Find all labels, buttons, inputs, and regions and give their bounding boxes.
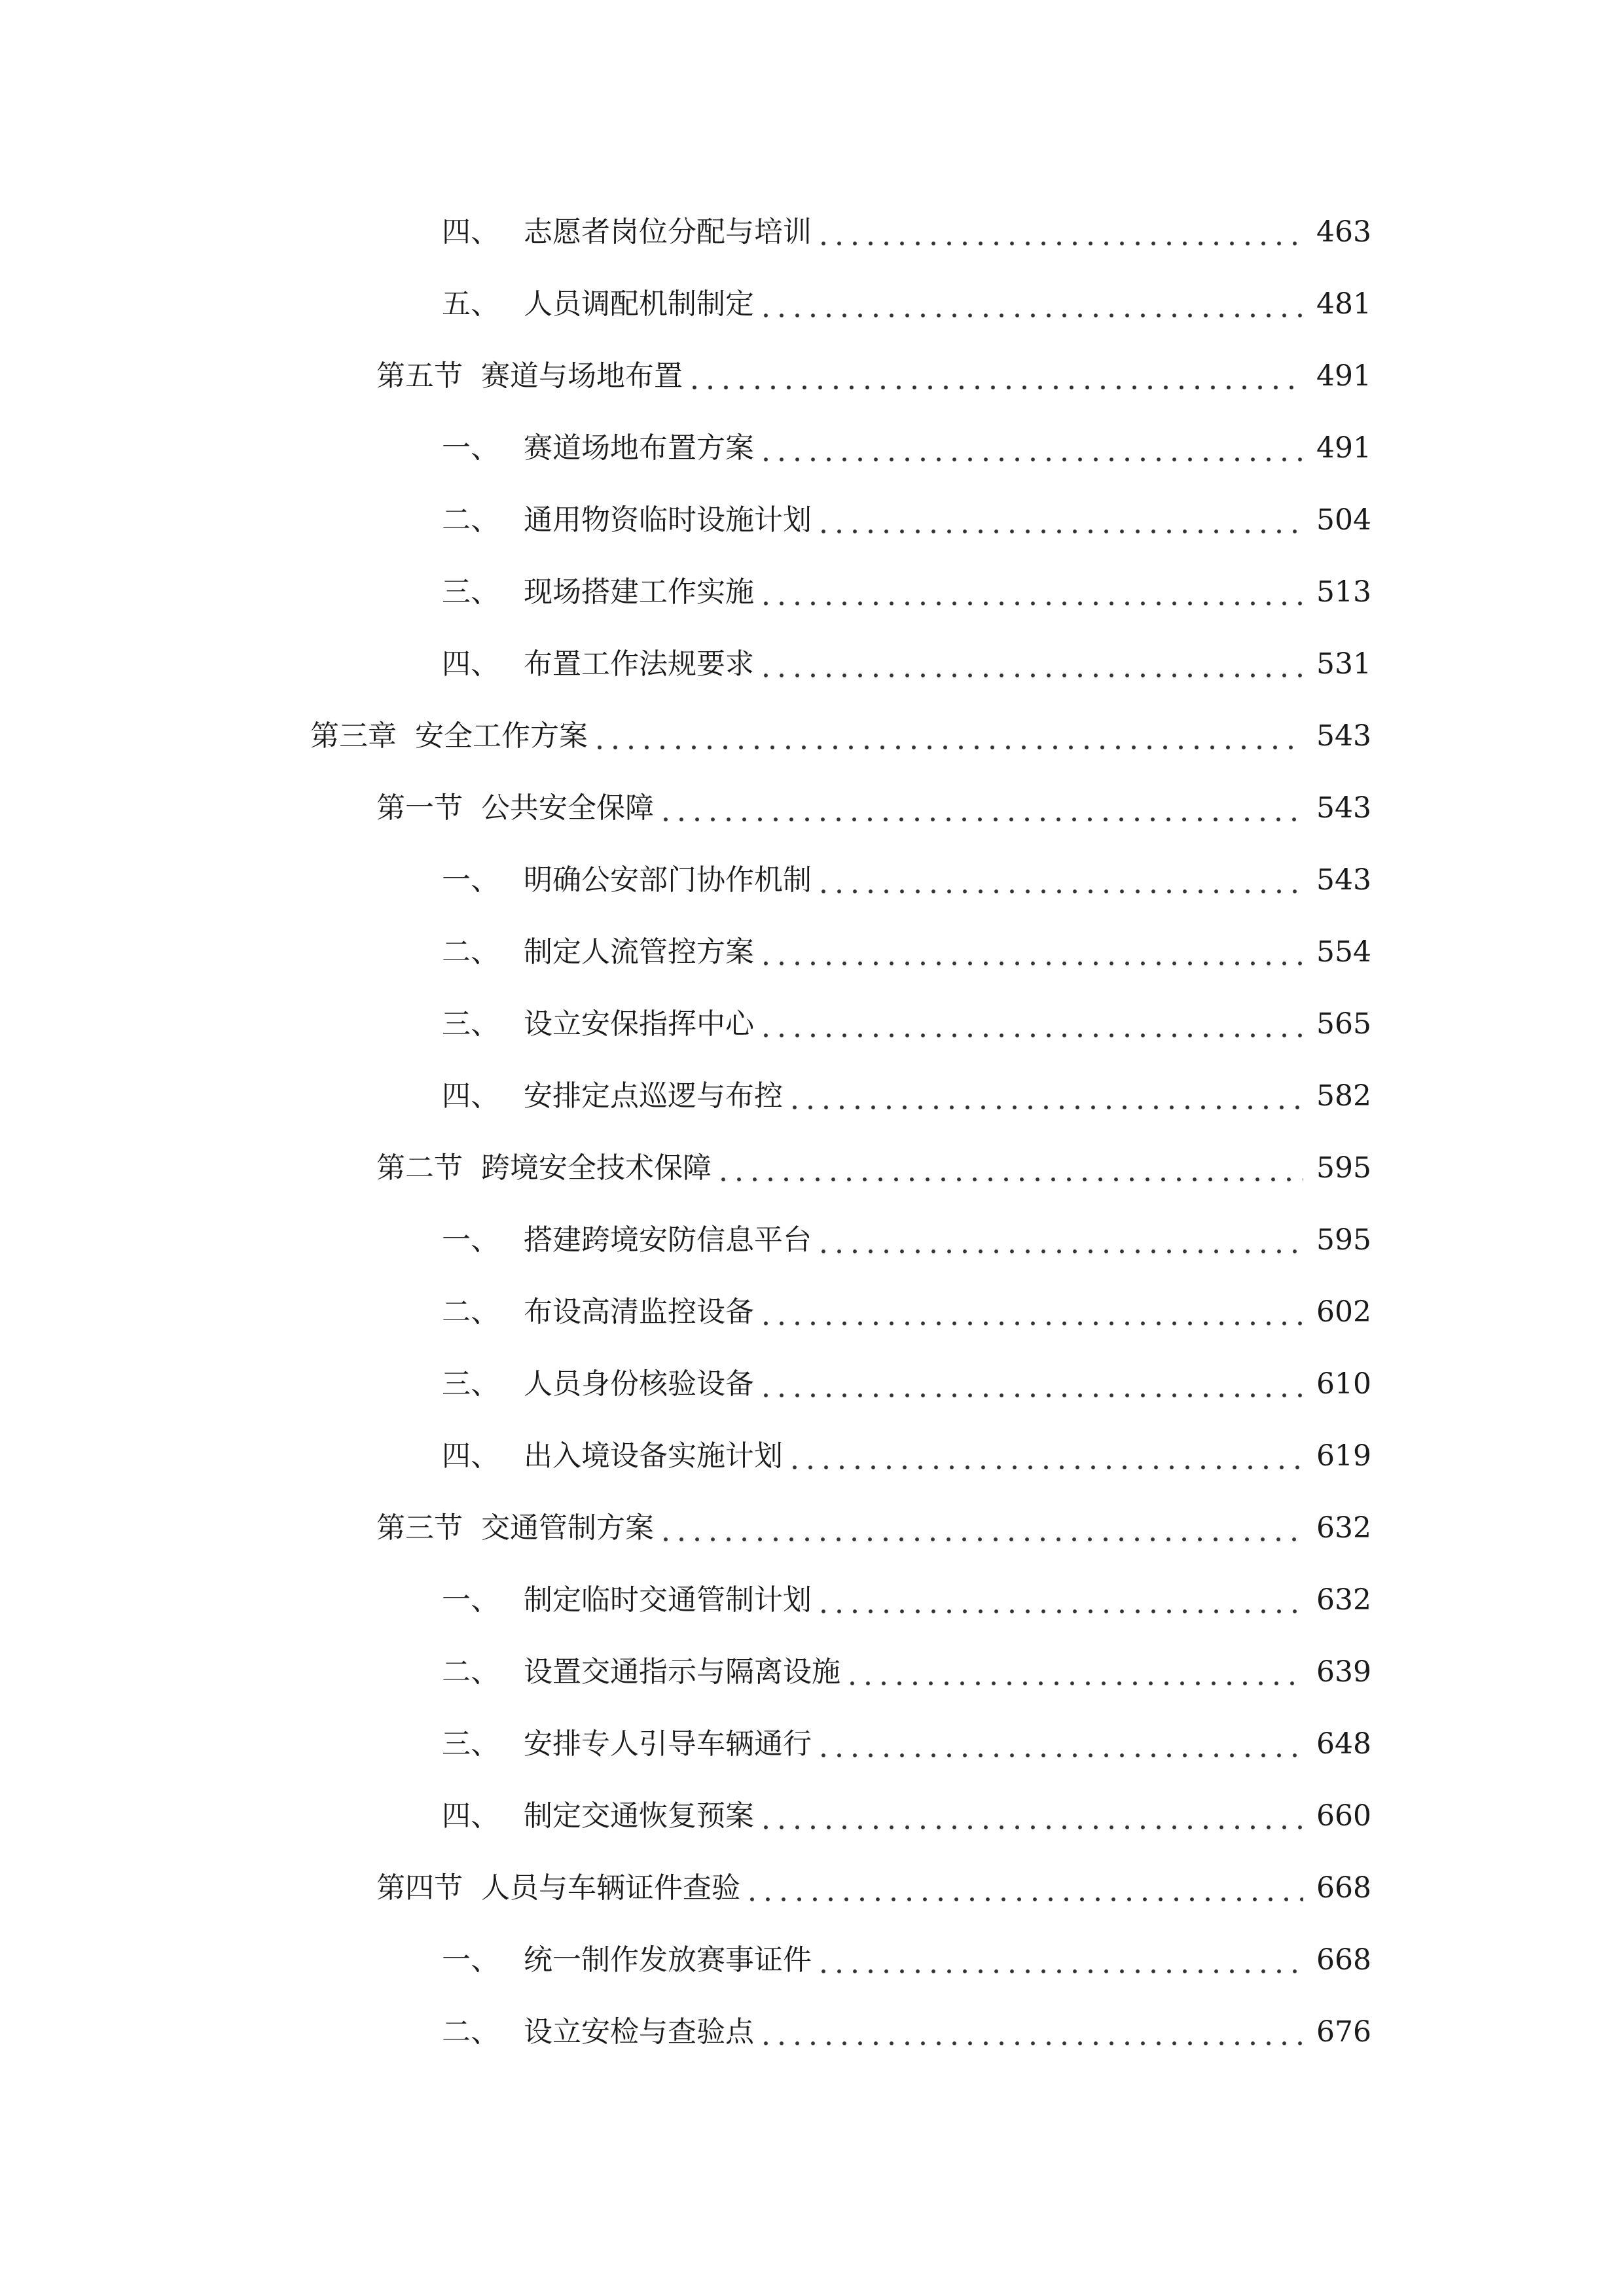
toc-entry-title: 制定临时交通管制计划 — [524, 1583, 812, 1617]
dot-leader — [816, 1730, 1303, 1759]
toc-entry[interactable] — [0, 628, 1624, 700]
toc-entry-number: 四、 — [442, 1439, 499, 1473]
toc-entry-title: 统一制作发放赛事证件 — [524, 1943, 812, 1977]
toc-entry-title: 志愿者岗位分配与培训 — [524, 215, 812, 249]
toc-entry[interactable] — [0, 484, 1624, 556]
toc-entry[interactable] — [0, 1060, 1624, 1132]
dot-leader — [758, 938, 1303, 967]
toc-entry-number: 五、 — [442, 287, 499, 321]
toc-entry[interactable] — [0, 1924, 1624, 1996]
toc-entry-title: 安排定点巡逻与布控 — [524, 1079, 783, 1113]
toc-entry[interactable] — [0, 1852, 1624, 1924]
dot-leader — [758, 650, 1303, 679]
toc-entry-title: 设立安保指挥中心 — [524, 1007, 754, 1041]
toc-entry[interactable] — [0, 196, 1624, 268]
toc-entry[interactable] — [0, 1420, 1624, 1492]
toc-entry-title: 赛道与场地布置 — [481, 359, 683, 393]
dot-leader — [844, 1658, 1303, 1687]
toc-entry[interactable] — [0, 1636, 1624, 1708]
toc-entry-title: 公共安全保障 — [481, 791, 654, 825]
toc-entry-title: 人员身份核验设备 — [524, 1367, 754, 1401]
toc-entry-page-number: 543 — [1316, 863, 1371, 897]
toc-entry-page-number: 639 — [1316, 1655, 1371, 1689]
dot-leader — [816, 1946, 1303, 1975]
toc-entry-number: 一、 — [442, 863, 499, 897]
dot-leader — [744, 1874, 1303, 1903]
toc-entry-page-number: 531 — [1316, 647, 1371, 681]
toc-entry-number: 第一节 — [376, 791, 463, 825]
dot-leader — [816, 1226, 1303, 1255]
toc-entry-number: 二、 — [442, 503, 499, 537]
toc-entry-page-number: 543 — [1316, 791, 1371, 825]
toc-entry-number: 第四节 — [376, 1871, 463, 1905]
toc-entry[interactable] — [0, 1204, 1624, 1276]
toc-entry-page-number: 632 — [1316, 1583, 1371, 1617]
toc-entry-title: 布设高清监控设备 — [524, 1295, 754, 1329]
toc-entry[interactable] — [0, 1564, 1624, 1636]
toc-entry-number: 第三节 — [376, 1511, 463, 1545]
table-of-contents — [0, 196, 1624, 2068]
toc-entry-title: 布置工作法规要求 — [524, 647, 754, 681]
toc-entry-page-number: 582 — [1316, 1079, 1371, 1113]
toc-entry-title: 制定人流管控方案 — [524, 935, 754, 969]
toc-entry-number: 一、 — [442, 1943, 499, 1977]
toc-entry-title: 出入境设备实施计划 — [524, 1439, 783, 1473]
dot-leader — [758, 1370, 1303, 1399]
toc-entry-page-number: 513 — [1316, 575, 1371, 609]
toc-entry-page-number: 610 — [1316, 1367, 1371, 1401]
dot-leader — [687, 362, 1303, 391]
dot-leader — [592, 722, 1303, 751]
toc-entry-number: 三、 — [442, 575, 499, 609]
toc-entry-number: 第三章 — [310, 719, 397, 753]
dot-leader — [816, 1586, 1303, 1615]
toc-entry-number: 四、 — [442, 1079, 499, 1113]
dot-leader — [658, 1514, 1303, 1543]
toc-entry-page-number: 595 — [1316, 1223, 1371, 1257]
dot-leader — [758, 290, 1303, 319]
toc-entry-title: 明确公安部门协作机制 — [524, 863, 812, 897]
toc-entry-page-number: 668 — [1316, 1871, 1371, 1905]
dot-leader — [758, 578, 1303, 607]
toc-entry-title: 交通管制方案 — [481, 1511, 654, 1545]
toc-entry-number: 二、 — [442, 1295, 499, 1329]
toc-entry-page-number: 565 — [1316, 1007, 1371, 1041]
toc-entry-page-number: 491 — [1316, 431, 1371, 465]
dot-leader — [816, 506, 1303, 535]
toc-entry-page-number: 491 — [1316, 359, 1371, 393]
toc-entry-page-number: 632 — [1316, 1511, 1371, 1545]
toc-entry[interactable] — [0, 556, 1624, 628]
dot-leader — [758, 434, 1303, 463]
dot-leader — [758, 1010, 1303, 1039]
toc-entry-page-number: 619 — [1316, 1439, 1371, 1473]
toc-entry[interactable] — [0, 412, 1624, 484]
toc-entry[interactable] — [0, 1780, 1624, 1852]
toc-entry-number: 一、 — [442, 1583, 499, 1617]
toc-entry-page-number: 602 — [1316, 1295, 1371, 1329]
toc-entry[interactable] — [0, 1708, 1624, 1780]
toc-entry-number: 第二节 — [376, 1151, 463, 1185]
toc-entry-page-number: 481 — [1316, 287, 1371, 321]
toc-entry-number: 四、 — [442, 1799, 499, 1833]
dot-leader — [787, 1082, 1303, 1111]
toc-entry-number: 四、 — [442, 647, 499, 681]
toc-entry-page-number: 648 — [1316, 1727, 1371, 1761]
toc-entry[interactable] — [0, 1276, 1624, 1348]
toc-entry-title: 人员调配机制制定 — [524, 287, 754, 321]
toc-entry[interactable] — [0, 268, 1624, 340]
dot-leader — [658, 794, 1303, 823]
toc-entry-title: 通用物资临时设施计划 — [524, 503, 812, 537]
toc-entry-number: 第五节 — [376, 359, 463, 393]
toc-entry-title: 人员与车辆证件查验 — [481, 1871, 740, 1905]
toc-entry-title: 设置交通指示与隔离设施 — [524, 1655, 840, 1689]
toc-entry-number: 二、 — [442, 935, 499, 969]
toc-entry[interactable] — [0, 1492, 1624, 1564]
toc-entry[interactable] — [0, 1996, 1624, 2068]
toc-entry-number: 三、 — [442, 1367, 499, 1401]
toc-entry[interactable] — [0, 1348, 1624, 1420]
toc-entry[interactable] — [0, 916, 1624, 988]
toc-entry-title: 赛道场地布置方案 — [524, 431, 754, 465]
toc-entry-page-number: 660 — [1316, 1799, 1371, 1833]
toc-entry[interactable] — [0, 844, 1624, 916]
dot-leader — [758, 1802, 1303, 1831]
dot-leader — [787, 1442, 1303, 1471]
toc-entry-page-number: 504 — [1316, 503, 1371, 537]
toc-entry-page-number: 676 — [1316, 2015, 1371, 2049]
toc-entry[interactable] — [0, 772, 1624, 844]
toc-entry-number: 一、 — [442, 1223, 499, 1257]
toc-entry-title: 制定交通恢复预案 — [524, 1799, 754, 1833]
toc-entry[interactable] — [0, 700, 1624, 772]
dot-leader — [758, 1298, 1303, 1327]
toc-entry-title: 安全工作方案 — [415, 719, 588, 753]
toc-entry-page-number: 554 — [1316, 935, 1371, 969]
toc-entry-page-number: 463 — [1316, 215, 1371, 249]
dot-leader — [758, 2018, 1303, 2047]
toc-entry-page-number: 543 — [1316, 719, 1371, 753]
toc-entry-number: 三、 — [442, 1727, 499, 1761]
toc-entry-title: 安排专人引导车辆通行 — [524, 1727, 812, 1761]
toc-entry[interactable] — [0, 988, 1624, 1060]
toc-entry-number: 一、 — [442, 431, 499, 465]
dot-leader — [816, 218, 1303, 247]
dot-leader — [816, 866, 1303, 895]
toc-entry-page-number: 595 — [1316, 1151, 1371, 1185]
toc-entry-number: 二、 — [442, 1655, 499, 1689]
toc-entry-title: 搭建跨境安防信息平台 — [524, 1223, 812, 1257]
toc-entry-number: 三、 — [442, 1007, 499, 1041]
toc-entry-page-number: 668 — [1316, 1943, 1371, 1977]
toc-entry-title: 现场搭建工作实施 — [524, 575, 754, 609]
dot-leader — [715, 1154, 1303, 1183]
toc-entry[interactable] — [0, 340, 1624, 412]
toc-entry-number: 二、 — [442, 2015, 499, 2049]
toc-entry-number: 四、 — [442, 215, 499, 249]
toc-entry-title: 设立安检与查验点 — [524, 2015, 754, 2049]
toc-entry-title: 跨境安全技术保障 — [481, 1151, 712, 1185]
toc-entry[interactable] — [0, 1132, 1624, 1204]
